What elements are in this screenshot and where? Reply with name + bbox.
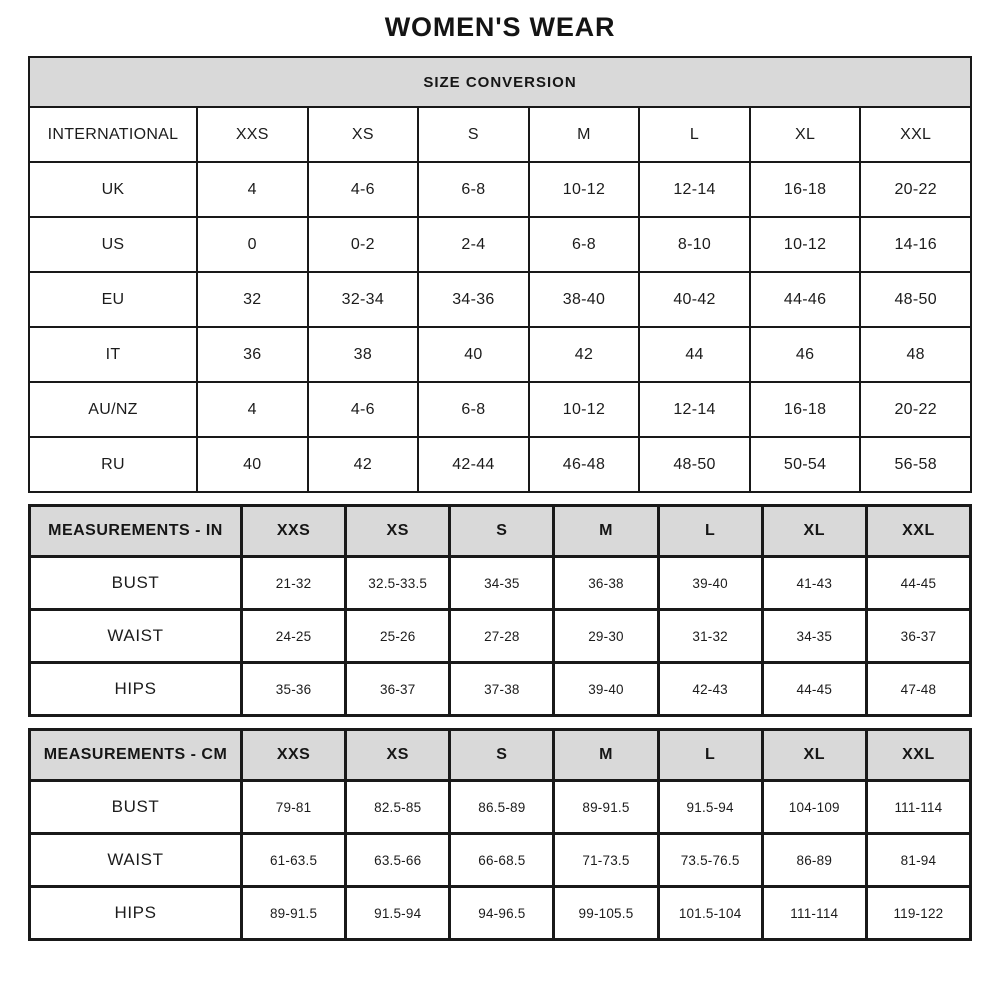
value-cell: 44-46: [750, 272, 861, 327]
value-cell: M: [529, 107, 640, 162]
table-row: [30, 663, 971, 716]
value-cell: 0-2: [308, 217, 419, 272]
value-cell: 86-89: [762, 834, 866, 887]
value-cell: 41-43: [762, 557, 866, 610]
value-cell: 46: [750, 327, 861, 382]
value-cell: 63.5-66: [346, 834, 450, 887]
value-cell: 6-8: [418, 162, 529, 217]
value-cell: 10-12: [750, 217, 861, 272]
value-cell: 66-68.5: [450, 834, 554, 887]
value-cell: 2-4: [418, 217, 529, 272]
value-cell: 14-16: [860, 217, 971, 272]
value-cell: 8-10: [639, 217, 750, 272]
value-cell: 4-6: [308, 162, 419, 217]
row-label: INTERNATIONAL: [29, 107, 197, 162]
table-row: [29, 382, 971, 437]
value-cell: 36-37: [346, 663, 450, 716]
value-cell: 94-96.5: [450, 887, 554, 940]
value-cell: 6-8: [529, 217, 640, 272]
value-cell: 86.5-89: [450, 781, 554, 834]
value-cell: 27-28: [450, 610, 554, 663]
value-cell: 20-22: [860, 382, 971, 437]
row-label: US: [29, 217, 197, 272]
value-cell: 48-50: [860, 272, 971, 327]
value-cell: 34-36: [418, 272, 529, 327]
value-cell: 20-22: [860, 162, 971, 217]
column-header: M: [554, 506, 658, 557]
value-cell: 10-12: [529, 382, 640, 437]
value-cell: 99-105.5: [554, 887, 658, 940]
row-label: HIPS: [30, 887, 242, 940]
value-cell: 6-8: [418, 382, 529, 437]
value-cell: 4: [197, 162, 308, 217]
size-guide-page: [28, 0, 972, 941]
row-label: RU: [29, 437, 197, 492]
measurements-cm-table: [28, 728, 972, 941]
value-cell: 48: [860, 327, 971, 382]
value-cell: 42: [308, 437, 419, 492]
table-row: [29, 437, 971, 492]
table-row: [29, 162, 971, 217]
table-row: [30, 781, 971, 834]
value-cell: 16-18: [750, 162, 861, 217]
value-cell: 91.5-94: [346, 887, 450, 940]
value-cell: 56-58: [860, 437, 971, 492]
column-header: XXL: [866, 506, 970, 557]
value-cell: 12-14: [639, 382, 750, 437]
row-label: HIPS: [30, 663, 242, 716]
value-cell: 44-45: [762, 663, 866, 716]
table-row: [30, 834, 971, 887]
value-cell: 4-6: [308, 382, 419, 437]
column-header: XL: [762, 506, 866, 557]
row-label: IT: [29, 327, 197, 382]
value-cell: 21-32: [242, 557, 346, 610]
value-cell: 10-12: [529, 162, 640, 217]
value-cell: 71-73.5: [554, 834, 658, 887]
value-cell: 42-43: [658, 663, 762, 716]
table-row: [30, 506, 971, 557]
value-cell: L: [639, 107, 750, 162]
table-row: [30, 887, 971, 940]
row-label: BUST: [30, 557, 242, 610]
value-cell: 38-40: [529, 272, 640, 327]
measurements-in-header: MEASUREMENTS - IN: [30, 506, 242, 557]
value-cell: 35-36: [242, 663, 346, 716]
column-header: XXS: [242, 730, 346, 781]
value-cell: 40: [418, 327, 529, 382]
table-row: [30, 730, 971, 781]
value-cell: 12-14: [639, 162, 750, 217]
value-cell: 36-37: [866, 610, 970, 663]
value-cell: 39-40: [658, 557, 762, 610]
value-cell: 79-81: [242, 781, 346, 834]
value-cell: 50-54: [750, 437, 861, 492]
value-cell: 111-114: [762, 887, 866, 940]
value-cell: 37-38: [450, 663, 554, 716]
value-cell: 16-18: [750, 382, 861, 437]
value-cell: 36-38: [554, 557, 658, 610]
value-cell: XS: [308, 107, 419, 162]
column-header: L: [658, 506, 762, 557]
table-row: [29, 57, 971, 107]
value-cell: 0: [197, 217, 308, 272]
value-cell: 40-42: [639, 272, 750, 327]
column-header: XXL: [866, 730, 970, 781]
column-header: XS: [346, 730, 450, 781]
value-cell: 91.5-94: [658, 781, 762, 834]
size-conversion-header: SIZE CONVERSION: [29, 57, 971, 107]
value-cell: 32: [197, 272, 308, 327]
value-cell: 44-45: [866, 557, 970, 610]
value-cell: 119-122: [866, 887, 970, 940]
value-cell: 47-48: [866, 663, 970, 716]
value-cell: 61-63.5: [242, 834, 346, 887]
value-cell: 36: [197, 327, 308, 382]
table-row: [29, 327, 971, 382]
row-label: WAIST: [30, 834, 242, 887]
measurements-in-table: [28, 504, 972, 717]
value-cell: 25-26: [346, 610, 450, 663]
value-cell: 40: [197, 437, 308, 492]
value-cell: 46-48: [529, 437, 640, 492]
value-cell: 101.5-104: [658, 887, 762, 940]
value-cell: 81-94: [866, 834, 970, 887]
value-cell: 89-91.5: [242, 887, 346, 940]
row-label: BUST: [30, 781, 242, 834]
value-cell: 82.5-85: [346, 781, 450, 834]
value-cell: 24-25: [242, 610, 346, 663]
value-cell: 42-44: [418, 437, 529, 492]
table-row: [29, 217, 971, 272]
table-row: [30, 557, 971, 610]
table-row: [29, 272, 971, 327]
column-header: S: [450, 730, 554, 781]
value-cell: 32-34: [308, 272, 419, 327]
value-cell: 44: [639, 327, 750, 382]
value-cell: 38: [308, 327, 419, 382]
row-label: UK: [29, 162, 197, 217]
value-cell: 42: [529, 327, 640, 382]
value-cell: 39-40: [554, 663, 658, 716]
page-title: WOMEN'S WEAR: [384, 12, 616, 42]
value-cell: S: [418, 107, 529, 162]
table-row: [30, 610, 971, 663]
column-header: L: [658, 730, 762, 781]
value-cell: 111-114: [866, 781, 970, 834]
column-header: XXS: [242, 506, 346, 557]
value-cell: 104-109: [762, 781, 866, 834]
measurements-cm-header: MEASUREMENTS - CM: [30, 730, 242, 781]
value-cell: 29-30: [554, 610, 658, 663]
value-cell: XL: [750, 107, 861, 162]
column-header: XS: [346, 506, 450, 557]
row-label: AU/NZ: [29, 382, 197, 437]
value-cell: 73.5-76.5: [658, 834, 762, 887]
value-cell: XXL: [860, 107, 971, 162]
value-cell: 4: [197, 382, 308, 437]
value-cell: 48-50: [639, 437, 750, 492]
column-header: S: [450, 506, 554, 557]
value-cell: XXS: [197, 107, 308, 162]
size-conversion-table: [28, 56, 972, 493]
column-header: M: [554, 730, 658, 781]
value-cell: 32.5-33.5: [346, 557, 450, 610]
table-row: [29, 107, 971, 162]
value-cell: 34-35: [762, 610, 866, 663]
column-header: XL: [762, 730, 866, 781]
row-label: EU: [29, 272, 197, 327]
row-label: WAIST: [30, 610, 242, 663]
value-cell: 34-35: [450, 557, 554, 610]
value-cell: 89-91.5: [554, 781, 658, 834]
value-cell: 31-32: [658, 610, 762, 663]
